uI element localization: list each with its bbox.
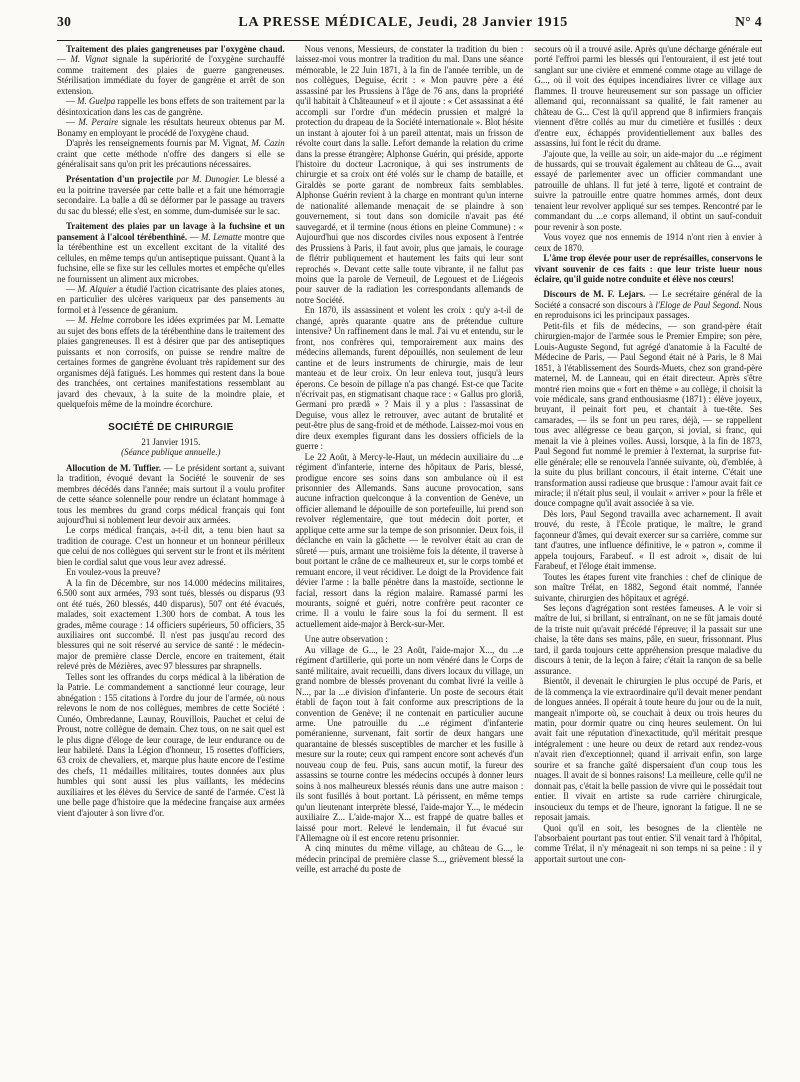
paragraph: Dès lors, Paul Segond travailla avec acharnement. Il avait trouvé, du reste, à l'École pratique, le maître, le grand façonneur d'âmes, qui devait exercer sur sa carrière, comme sur tant d'autres, une influence définitive, le « patron », comme il appela toujours, Farabeuf. « Il est adroit », disait de lui Farabeuf, et l'éloge était immense. — [534, 508, 762, 572]
subsection-title: Allocution de M. Tuffier. — [66, 462, 161, 473]
page-header — [57, 0, 762, 41]
subsection-title: Discours de M. F. Lejars. — [543, 289, 646, 300]
paragraph: Ses leçons d'agrégation sont restées fameuses. A le voir si maître de lui, si brillant, si entraînant, on ne se fût jamais douté de la triste nuit qu'avait précédé l'épreuve; il la passait sur une chaise, la tête dans ses mains, pâle, en sueur, frissonnant. Plus tard, il garda toujours cette appréhension presque maladive du discours à tenir, de la leçon à faire; c'était la rançon de sa belle assurance. — [534, 603, 762, 676]
paragraph: — M. Peraire signale les résultats heureux obtenus par M. Bonamy en employant le procédé de l'oxygène chaud. — [57, 117, 285, 138]
author-name: M. Vignat — [70, 54, 108, 65]
column-right — [534, 44, 762, 1076]
paragraph: Au village de G..., le 23 Août, l'aide-major X..., du ...e régiment d'artillerie, qui porte un nom vénéré dans le Corps de santé militaire, avait recueilli, dans divers locaux du village, un grand nombre de blessés provenant du combat livré la veille à N..., par la ...e division d'infanterie. Un poste de secours était établi de façon tout à fait conforme aux prescriptions de la convention de Genève; il ne contenait en particulier aucune arme. Une patrouille du ...e régiment d'infanterie poméranienne, survenant, fait sortir de deux hangars une quarantaine de blessés susceptibles de marcher et les fusille à mesure sur la route; ceux qui rampent encore sont achevés d'un nouveau coup de feu. Puis, sans aucun motif, la fureur des assassins se tourne contre les médecins occupés à donner leurs soins à nos malheureux blessés réunis dans une autre maison : ils sont fusillés à bout portant. Là périssent, en même temps qu'un lieutenant interprète blessé, l'aide-major Y..., le médecin auxiliaire Z... L'aide-major X... est frappé de quatre balles et laissé pour mort. Relevé le lendemain, il fut évacué sur l'Allemagne où il est encore retenu prisonnier. — [295, 644, 524, 843]
page-number: 30 — [57, 14, 72, 29]
section-date: 21 Janvier 1915. — [141, 436, 201, 447]
paragraph: Nous venons, Messieurs, de constater la tradition du bien : laissez-moi vous montrer la tradition du mal. Dans une séance mémorable, le 22 Juin 1871, à la fin de l'année terrible, un de nos collègues, Deguise, écrit : « Mon pauvre père a été assassiné par les Prussiens à l'âge de 76 ans, dans la propriété qu'il habitait à Châteauneuf » et il ajoute : « Cet assassinat a été accompli sur l'ordre d'un médecin prussien et malgré la protection du drapeau de la Société internationale ». Blot hésite un instant à ajouter foi à un pareil attentat, mais un frisson de révolte court dans la salle. Lefort demande la relation du crime dans la presse étrangère; Alphonse Guérin, qui préside, apporte l'histoire du docteur Lacronique, à qui ses instruments de chirurgie et sa croix ont été volés sur le champ de bataille, et Giraldès se porte garant de nombreux faits semblables. Alphonse Guérin revient à la charge en montrant qu'un interne de nationalité allemande menaçait de se plaindre à son gouvernement, si tout dans son domicile n'avait pas été sauvegardé, et il termine (nous étions en pleine Commune) : « Aujourd'hui que nos discordes civiles nous exposent à l'entrée des Prussiens à Paris, il faut avoir, plus que jamais, le courage de flétrir publiquement et hautement les faits qui leur sont reprochés ». Devant cette salle toute vibrante, il ne fallut pas moins que la parole de Verneuil, de Legouest et de Liégeois pour sauver de la radiation les correspondants allemands de notre Société. — [295, 44, 524, 305]
paragraph: — M. Guelpa rappelle les bons effets de son traitement par la désintoxication dans les cas de gangrène. — [57, 96, 285, 117]
paragraph: Présentation d'un projectile par M. Dunogier. Le blessé a eu la poitrine traversée par cette balle et a fait une hémorragie secondaire. La balle a dû se déformer par le passage au travers du sac du blessé; elle s'est, en somme, dum-dumisée sur le sac. — [57, 174, 285, 216]
paragraph: Bientôt, il devenait le chirurgien le plus occupé de Paris, et de là commença la vie extraordinaire qu'il devait mener pendant de longues années. Il opérait à toute heure du jour ou de la nuit, mangeait n'importe où, se couchait à deux ou trois heures du matin, pour dormir quatre ou cinq heures seulement. On lui avait fait une réputation d'inexactitude, qu'il méritait presque intégralement : une heure ou deux de retard aux rendez-vous n'avait rien d'exceptionnel; quand il arrivait enfin, son large sourire et sa franche gaîté dispersaient d'un coup tous les nuages. Il avait de si bonnes raisons! La meilleure, celle qu'il ne donnait pas, c'était la belle passion de vivre qui le possédait tout entier. Il vivait en artiste sa rude carrière chirurgicale, insoucieux du temps et de l'heure, ignorant la fatigue. Il ne se reposait jamais. — [534, 676, 762, 823]
paragraph: Petit-fils et fils de médecins, — son grand-père était chirurgien-major de l'armée sous le Premier Empire; son père, Louis-Auguste Segond, fut agrégé d'anatomie à la Faculté de Médecine de Paris, — Paul Segond était né à Paris, le 8 Mai 1851, à l'établissement des Sourds-Muets, chez son grand-père maternel, M. de Lanneau, qui en était directeur. Après s'être montré rien moins que « fort en thème » au collège, il choisit la voie médicale, sans grand enthousiasme (1871) : élève joyeux, bruyant, il peinait fort peu, et chantait à tue-tête. Ses camarades, — ils se font un peu rares, déjà, — se rappellent tous avec allégresse ce beau garçon, si jovial, si franc, qui menait la vie à pleines voiles. Aussi, lorsque, à la fin de 1873, Paul Segond fut nommé le premier à l'externat, la surprise fut-elle générale; elle se renouvela l'année suivante, où, d'emblée, à la suite du plus brillant concours, il était interne. C'était une transformation aussi radieuse que brusque : l'amour avait fait ce miracle; il n'était plus seul, il voulait « arriver » pour la frêle et douce compagne qu'il avait associée à sa vie. — [534, 320, 762, 509]
author-name: M. Lematte — [200, 231, 242, 242]
paragraph: — M. Alquier a étudié l'action cicatrisante des plaies atones, en particulier des ulcères variqueux par des pansements au formol et à l'essence de géranium. — [57, 283, 285, 315]
paragraph: En 1870, ils assassinent et volent les croix : qu'y a-t-il de changé, après quarante quatre ans de prétendue culture intensive? Un raffinement dans le mal. J'ai vu et entendu, sur le front, nos confrères qui, temporairement aux mains des médecins allemands, furent dépouillés, non seulement de leur cantine et de leurs instruments de chirurgie, mais de leur manteau et de leur croix. On leur enleva tout, jusqu'à leurs éperons. Ce besoin de pillage n'a pas changé. Est-ce que Tacite n'écrivait pas, en stigmatisant chaque race : « Gallus pro gloriâ, Germani pro prædâ » ? Mais il y a plus : l'assassinat de Deguise, vous allez le retrouver, avec autant de brutalité et peut-être plus de sang-froid et de méthode. Laissez-moi vous en dire deux exemples figurant dans les dossiers officiels de la guerre : — [295, 305, 524, 452]
column-left — [57, 44, 285, 1076]
paragraph: Discours de M. F. Lejars. — Le secrétaire général de la Société a consacré son discours à l'Eloge de Paul Segond. Nous en reproduisons ici les principaux passages. — [534, 289, 762, 321]
paragraph: Quoi qu'il en soit, les besognes de la clientèle ne l'absorbaient pourtant pas tout entier. S'il venait tard à l'hôpital, comme Trélat, il n'y ménageait ni son temps ni sa peine : il y apportait surtout une con- — [534, 822, 762, 864]
section-title: SOCIÉTÉ DE CHIRURGIE — [108, 422, 234, 434]
author-name: M. Alquier — [77, 283, 117, 294]
text-columns — [57, 44, 762, 1076]
author-name: M. Peraire — [78, 117, 119, 128]
paragraph: D'après les renseignements fournis par M. Vignat, M. Cazin craint que cette méthode n'offre des dangers si elle se généralisait sans qu'on prit les précautions nécessaires. — [57, 138, 285, 169]
paragraph: Traitement des plaies par un lavage à la fuchsine et un pansement à l'alcool térébenthiné. — M. Lematte montre que la térébenthine est un excellent excitant de la vitalité des cellules, en même temps qu'un antiseptique puissant. Quant à la fuchsine, elle se fixe sur les cellules mortes et empêche qu'elles ne fournissent un aliment aux microbes. — [57, 221, 285, 284]
paragraph: Traitement des plaies gangreneuses par l'oxygène chaud. — M. Vignat signale la supériorité de l'oxygène surchauffé comme traitement des plaies de guerre gangreneuses. Stérilisation immédiate du foyer de gangrène et arrêt de son extension. — [57, 44, 285, 96]
author-name: M. Guelpa — [77, 96, 116, 107]
paragraph: — M. Helme corrobore les idées exprimées par M. Lematte au sujet des bons effets de la térébenthine dans le traitement des plaies gangreneuses. Il est à désirer que par des antiseptiques puissants et non corrosifs, on puisse se rendre maître de certaines formes de gangrène évoluant très rapidement sur des organismes déjà fatigués. Les hommes qui restent dans la boue des tranchées, ont certaines manifestations ressemblant au javard des chevaux, à la suite de la moindre plaie, et quelquefois même de la moindre écorchure. — [57, 315, 285, 409]
paragraph: Une autre observation : — [304, 634, 388, 645]
paragraph: Vous voyez que nos ennemis de 1914 n'ont rien à envier à ceux de 1870. — [534, 232, 762, 253]
paragraph: Toutes les étapes furent vite franchies : chef de clinique de son maître Trélat, en 1882, Segond était nommé, l'année suivante, chirurgien des hôpitaux et agrégé. — [534, 571, 762, 603]
column-middle — [296, 44, 524, 1076]
author-name: par M. Dunogier. — [176, 174, 241, 185]
subsection-title: Traitement des plaies gangreneuses par l'oxygène chaud. — [66, 44, 285, 54]
paragraph: A la fin de Décembre, sur nos 14.000 médecins militaires, 6.500 sont aux armées, 793 sont tués, blessés ou disparus (93 ont été tués, 260 blessés, 440 disparus), 507 ont été évacués, malades, soit exactement 1.300 hors de combat. A tous les grades, même courage : 14 officiers supérieurs, 50 officiers, 35 auxiliaires ont succombé. Il n'est pas jusqu'au record des blessures qui ne soit réservé au service de santé : le médecin-major de première classe Dercle, encore en traitement, était relevé près de Mézières, avec 97 blessures par shrapnells. — [57, 577, 285, 672]
paragraph: secours où il a trouvé asile. Après qu'une décharge générale eut porté l'effroi parmi les blessés qui l'entouraient, il est jeté tout sanglant sur une civière et emmené comme otage au village de G..., où il voit des équipes incendiaires livrer ce village aux flammes. Il trouve heureusement sur son passage un officier allemand qui, reconnaissant sa qualité, le fait ramener au château de G... C'est là qu'il apprend que 8 infirmiers français viennent d'être collés au mur du cimetière et fusillés : deux d'entre eux, échappés providentiellement aux balles des assassins, lui font le récit du drame. — [534, 44, 762, 149]
paragraph: A cinq minutes du même village, au château de G..., le médecin principal de première classe S..., grièvement blessé la veille, est arraché du poste de — [295, 843, 524, 875]
paragraph: L'âme trop élevée pour user de représailles, conservons le vivant souvenir de ces faits : que leur triste lueur nous éclaire, qu'il guide notre conduite et élève nos cœurs! — [534, 253, 762, 284]
paragraph: Telles sont les offrandes du corps médical à la libération de la Patrie. Le commandement a sanctionné leur courage, leur abnégation : 155 citations à l'ordre du jour de l'armée, où nous relevons le nom de nos collègues, membres de cette Société : Cunéo, Ombredanne, Launay, Rouvillois, Pauchet et celui de Proust, notre collègue de demain. Chez tous, on ne sait quel est le plus digne d'éloge de leur courage, de leur endurance ou de leur habileté. Dans la Légion d'honneur, 15 rosettes d'officiers, 63 croix de chevaliers, et, marque plus haute encore de l'estime des chefs, 11 médailles militaires, toutes données aux plus humbles qui sont aussi les plus vaillants, les médecins auxiliaires et les élèves du Service de santé de l'armée. C'est là une belle page d'histoire que la médecine française aux armées vient d'ajouter à son livre d'or. — [57, 671, 285, 818]
paragraph: Allocution de M. Tuffier. — Le président sortant a, suivant la tradition, évoqué devant la Société le souvenir de ses membres décédés dans l'année; mais surtout il a voulu profiter de cette séance solennelle pour rendre un éclatant hommage à tous les membres du grand corps médical français qui font aujourd'hui si noblement leur devoir aux armées. — [57, 462, 285, 526]
journal-title: LA PRESSE MÉDICALE, Jeudi, 28 Janvier 1915 — [238, 15, 569, 30]
issue-number: N° 4 — [735, 14, 762, 29]
paragraph: Le corps médical français, a-t-il dit, a tenu bien haut sa tradition de courage. C'est un honneur et un honneur périlleux que celui de nos collègues qui servent sur le front et ils méritent bien le cordial salut que vous leur avez adressé. — [57, 525, 285, 567]
subsection-title: Présentation d'un projectile — [66, 174, 174, 185]
subsection-title: Traitement des plaies par un lavage à la fuchsine et un pansement à l'alcool térébenthiné. — [57, 221, 285, 242]
author-name: M. Cazin — [251, 138, 285, 149]
paragraph: En voulez-vous la preuve? — [66, 567, 161, 578]
paragraph: Le 22 Août, à Mercy-le-Haut, un médecin auxiliaire du ...e régiment d'infanterie, interne des hôpitaux de Paris, blessé, prodigue encore ses soins dans son ambulance où il est prisonnier des Allemands. Sans aucune provocation, sans aucune infraction quelconque à la convention de Genève, un officier allemand le dépouille de son portefeuille, lui prend son revolver réglementaire, que tout médecin doit porter, et applique cette arme sur la tempe de son prisonnier. Deux fois, il déclanche en vain la gâchette — le revolver était au cran de sûreté — puis, armant une troisième fois la détente, il traverse à bout portant le crâne de ce malheureux et, sur le corps tombé et remuant encore, il veut récidiver. Le doigt de la Providence fait dévier l'arme : la balle pénètre dans la mastoïde, sectionne le facial, ressort dans la région malaire. Ramassé parmi les mourants, soigné et guéri, notre confrère peut raconter ce crime. Il a voulu le faire sous la foi du serment. Il est actuellement aide-major à Berck-sur-Mer. — [295, 451, 524, 629]
author-name: M. Helme — [77, 315, 114, 326]
paragraph: J'ajoute que, la veille au soir, un aide-major du ...e régiment de hussards, qui se trouvait également au château de G..., avait essayé de parlementer avec un officier commandant une patrouille de uhlans. Il fut jeté à terre, ligoté et contraint de suivre la patrouille entre quatre hommes armés, dont deux tenaient leur revolver appliqué sur ses tempes. Rencontré par le commandant du ...e corps allemand, il obtint un sauf-conduit pour revenir à son poste. — [534, 148, 762, 232]
section-subtitle: (Séance publique annuelle.) — [121, 447, 221, 458]
